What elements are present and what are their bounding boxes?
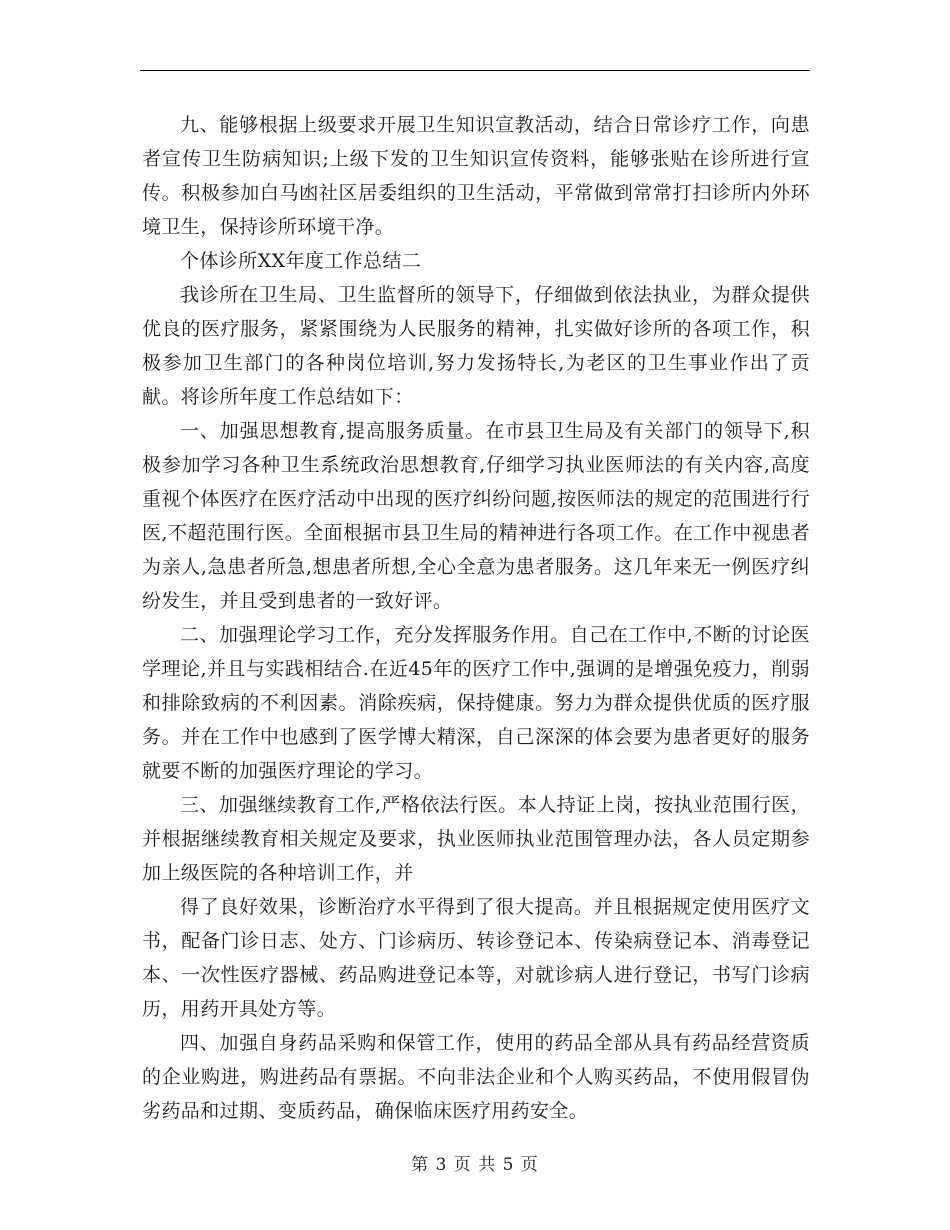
paragraph-item-nine: 九、能够根据上级要求开展卫生知识宣教活动，结合日常诊疗工作，向患者宣传卫生防病知识;上级下发的卫生知识宣传资料，能够张贴在诊所进行宣传。积极参加白马凼社区居委组织的卫生活动，平常做到常常打扫诊所内外环境卫生，保持诊所环境干净。	[142, 114, 810, 238]
document-body	[142, 108, 810, 1128]
paragraph-item-two: 二、加强理论学习工作，充分发挥服务作用。自己在工作中,不断的讨论医学理论,并且与实践相结合.在近45年的医疗工作中,强调的是增强免疫力，削弱和排除致病的不利因素。消除疾病，保持健康。努力为群众提供优质的医疗服务。并在工作中也感到了医学博大精深，自己深深的体会要为患者更好的服务就要不断的加强医疗理论的学习。	[142, 624, 810, 782]
paragraph-item-three-continued: 得了良好效果，诊断治疗水平得到了很大提高。并且根据规定使用医疗文书，配备门诊日志、处方、门诊病历、转诊登记本、传染病登记本、消毒登记本、一次性医疗器械、药品购进登记本等，对就诊病人进行登记，书写门诊病历，用药开具处方等。	[142, 896, 810, 1020]
page-number-footer: 第 3 页 共 5 页	[411, 1155, 539, 1175]
paragraph-item-one: 一、加强思想教育,提高服务质量。在市县卫生局及有关部门的领导下,积极参加学习各种卫生系统政治思想教育,仔细学习执业医师法的有关内容,高度重视个体医疗在医疗活动中出现的医疗纠纷问题,按医师法的规定的范围进行行医,不超范围行医。全面根据市县卫生局的精神进行各项工作。在工作中视患者为亲人,急患者所急,想患者所想,全心全意为患者服务。这几年来无一例医疗纠纷发生，并且受到患者的一致好评。	[142, 420, 810, 612]
header-rule	[140, 70, 810, 71]
paragraph-intro: 我诊所在卫生局、卫生监督所的领导下，仔细做到依法执业，为群众提供优良的医疗服务，紧紧围绕为人民服务的精神，扎实做好诊所的各项工作，积极参加卫生部门的各种岗位培训,努力发扬特长,为老区的卫生事业作出了贡献。将诊所年度工作总结如下：	[142, 284, 810, 408]
paragraph-item-three: 三、加强继续教育工作,严格依法行医。本人持证上岗，按执业范围行医，并根据继续教育相关规定及要求，执业医师执业范围管理办法，各人员定期参加上级医院的各种培训工作，并	[142, 794, 810, 884]
paragraph-item-four: 四、加强自身药品采购和保管工作，使用的药品全部从具有药品经营资质的企业购进，购进药品有票据。不向非法企业和个人购买药品，不使用假冒伪劣药品和过期、变质药品，确保临床医疗用药安全。	[142, 1032, 810, 1122]
section-title: 个体诊所XX年度工作总结二	[180, 250, 422, 272]
